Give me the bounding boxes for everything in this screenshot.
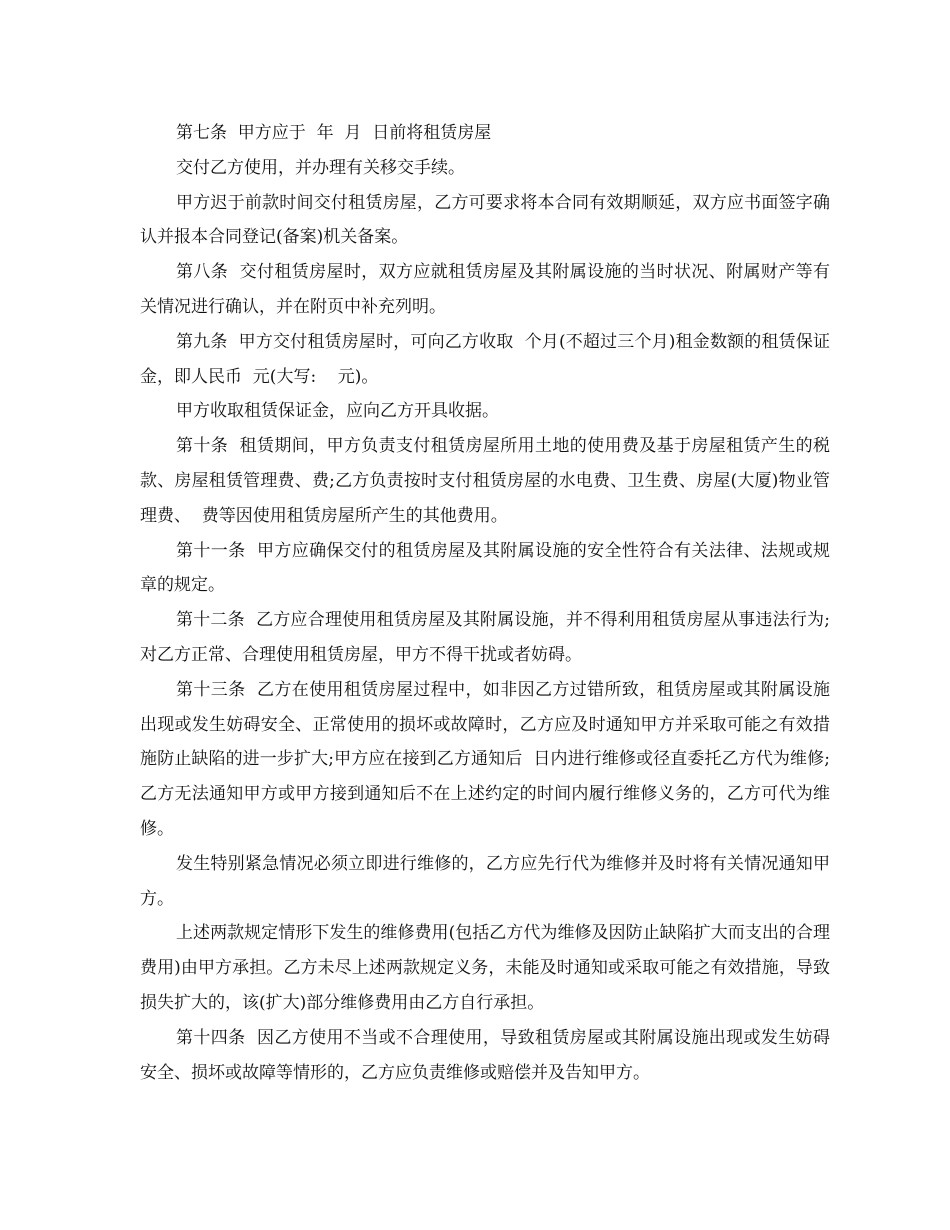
paragraph-article-11: 第十一条 甲方应确保交付的租赁房屋及其附属设施的安全性符合有关法律、法规或规章的规定。 [140,540,830,596]
paragraph-article-12: 第十二条 乙方应合理使用租赁房屋及其附属设施，并不得利用租赁房屋从事违法行为;对乙方正常、合理使用租赁房屋，甲方不得干扰或者妨碍。 [140,610,830,665]
paragraph-emergency-repair: 发生特别紧急情况必须立即进行维修的，乙方应先行代为维修并及时将有关情况通知甲方。 [140,853,830,909]
paragraph-article-8: 第八条 交付租赁房屋时，双方应就租赁房屋及其附属设施的当时状况、附属财产等有关情况进行确认，并在附页中补充列明。 [140,262,830,317]
paragraph-late-delivery: 甲方迟于前款时间交付租赁房屋，乙方可要求将本合同有效期顺延，双方应书面签字确认并报本合同登记(备案)机关备案。 [140,192,830,248]
paragraph-handover: 交付乙方使用，并办理有关移交手续。 [176,157,465,178]
paragraph-article-14: 第十四条 因乙方使用不当或不合理使用，导致租赁房屋或其附属设施出现或发生妨碍安全、损坏或故障等情形的，乙方应负责维修或赔偿并及告知甲方。 [140,1027,830,1083]
paragraph-article-9: 第九条 甲方交付租赁房屋时，可向乙方收取 个月(不超过三个月)租金数额的租赁保证金，即人民币 元(大写: 元)。 [140,331,830,387]
paragraph-article-7: 第七条 甲方应于 年 月 日前将租赁房屋 [176,123,492,143]
paragraph-article-10: 第十条 租赁期间，甲方负责支付租赁房屋所用土地的使用费及基于房屋租赁产生的税款、房屋租赁管理费、费;乙方负责按时支付租赁房屋的水电费、卫生费、房屋(大厦)物业管理费、 费等因使用租赁房屋所产生的其他费用。 [140,436,830,526]
paragraph-article-13: 第十三条 乙方在使用租赁房屋过程中，如非因乙方过错所致，租赁房屋或其附属设施出现或发生妨碍安全、正常使用的损坏或故障时，乙方应及时通知甲方并采取可能之有效措施防止缺陷的进一步扩大;甲方应在接到乙方通知后 日内进行维修或径直委托乙方代为维修;乙方无法通知甲方或甲方接到通知后不在上述约定的时间内履行维修义务的，乙方可代为维修。 [140,679,830,839]
paragraph-deposit-receipt: 甲方收取租赁保证金，应向乙方开具收据。 [176,401,499,422]
paragraph-repair-costs: 上述两款规定情形下发生的维修费用(包括乙方代为维修及因防止缺陷扩大而支出的合理费用)由甲方承担。乙方未尽上述两款规定义务，未能及时通知或采取可能之有效措施，导致损失扩大的，该(扩大)部分维修费用由乙方自行承担。 [140,923,830,1013]
document-body [140,116,830,1090]
